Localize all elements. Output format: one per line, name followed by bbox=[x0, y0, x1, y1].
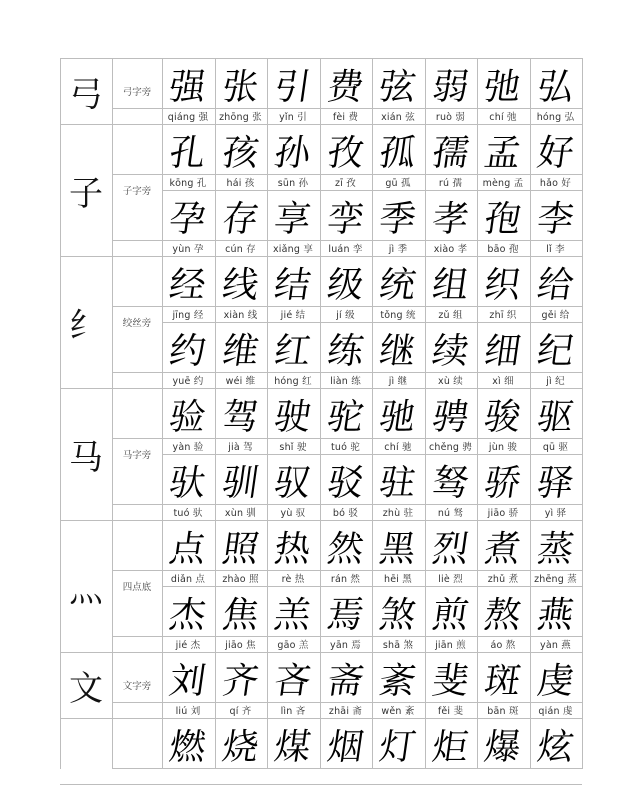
example-character: 煮 bbox=[481, 528, 524, 570]
name-column-border bbox=[162, 58, 163, 769]
example-character: 煤 bbox=[271, 726, 314, 768]
pinyin-caption bbox=[530, 768, 582, 783]
example-character: 结 bbox=[271, 264, 314, 306]
example-character: 热 bbox=[271, 528, 314, 570]
pinyin-caption: xiǎng 享 bbox=[272, 243, 314, 255]
example-character: 虔 bbox=[534, 660, 576, 702]
example-character: 孙 bbox=[271, 132, 314, 174]
caption-divider bbox=[112, 174, 582, 175]
example-character: 羔 bbox=[271, 594, 314, 636]
pinyin-caption: zhōng 张 bbox=[219, 111, 262, 123]
example-character: 季 bbox=[376, 198, 419, 240]
pinyin-caption: hóng 弘 bbox=[536, 111, 575, 123]
example-character: 烟 bbox=[324, 726, 366, 768]
pinyin-caption: ruò 弱 bbox=[435, 111, 466, 123]
pinyin-caption: diǎn 点 bbox=[170, 573, 206, 585]
pinyin-caption bbox=[477, 768, 529, 783]
example-character: 齐 bbox=[219, 660, 261, 702]
pinyin-caption: jià 驾 bbox=[228, 441, 253, 453]
pinyin-caption: zhù 驻 bbox=[382, 507, 414, 519]
example-character: 斋 bbox=[324, 660, 366, 702]
example-character: 弦 bbox=[376, 66, 419, 108]
caption-divider bbox=[112, 438, 582, 439]
column-divider bbox=[372, 58, 373, 769]
example-character: 紊 bbox=[376, 660, 419, 702]
radical-glyph: 纟 bbox=[69, 305, 103, 346]
example-character: 李 bbox=[534, 198, 576, 240]
pinyin-caption: yì 驿 bbox=[544, 507, 567, 519]
example-character: 驻 bbox=[376, 462, 419, 504]
pinyin-caption: tuó 驮 bbox=[173, 507, 203, 519]
pinyin-caption: shǐ 驶 bbox=[279, 441, 307, 453]
radical-name: 马字旁 bbox=[122, 450, 152, 461]
example-character: 煎 bbox=[429, 594, 471, 636]
example-character: 孪 bbox=[324, 198, 366, 240]
pinyin-caption: zhǔ 煮 bbox=[487, 573, 519, 585]
radical-column-border bbox=[112, 58, 113, 769]
caption-divider bbox=[112, 570, 582, 571]
pinyin-caption: yàn 验 bbox=[172, 441, 204, 453]
example-character: 享 bbox=[271, 198, 314, 240]
caption-divider bbox=[112, 504, 582, 505]
pinyin-caption: rán 然 bbox=[330, 573, 361, 585]
pinyin-caption: jiāo 骄 bbox=[487, 507, 519, 519]
pinyin-caption bbox=[372, 768, 424, 783]
radical-name: 弓字旁 bbox=[122, 87, 152, 98]
radical-glyph: 马 bbox=[69, 437, 103, 478]
pinyin-caption: jiān 煎 bbox=[435, 639, 466, 651]
pinyin-caption: jì 季 bbox=[388, 243, 408, 255]
pinyin-caption: luán 孪 bbox=[328, 243, 363, 255]
example-character: 照 bbox=[219, 528, 261, 570]
column-divider bbox=[267, 58, 268, 769]
pinyin-caption: jì 继 bbox=[388, 375, 408, 387]
example-character: 存 bbox=[219, 198, 261, 240]
example-character: 组 bbox=[429, 264, 471, 306]
example-character: 弛 bbox=[481, 66, 524, 108]
pinyin-caption: jì 纪 bbox=[546, 375, 565, 387]
example-character: 煞 bbox=[376, 594, 419, 636]
example-character: 强 bbox=[166, 66, 209, 108]
pinyin-caption: yù 驭 bbox=[280, 507, 306, 519]
pinyin-caption: chí 弛 bbox=[489, 111, 517, 123]
example-character: 红 bbox=[271, 330, 314, 372]
example-character: 然 bbox=[324, 528, 366, 570]
pinyin-caption: zī 孜 bbox=[335, 177, 356, 189]
column-divider bbox=[215, 58, 216, 769]
pinyin-caption: hóng 红 bbox=[274, 375, 312, 387]
pinyin-caption: qián 虔 bbox=[538, 705, 573, 717]
pinyin-caption: bāo 孢 bbox=[487, 243, 519, 255]
pinyin-caption: sūn 孙 bbox=[277, 177, 309, 189]
pinyin-caption bbox=[267, 768, 319, 783]
pinyin-caption: zhào 照 bbox=[222, 573, 259, 585]
example-character: 焦 bbox=[219, 594, 261, 636]
example-character: 驶 bbox=[271, 396, 314, 438]
pinyin-caption: qiáng 强 bbox=[167, 111, 209, 123]
example-character: 织 bbox=[481, 264, 524, 306]
example-character: 续 bbox=[429, 330, 471, 372]
caption-divider bbox=[112, 636, 582, 637]
example-character: 黑 bbox=[376, 528, 419, 570]
pinyin-caption: bān 斑 bbox=[487, 705, 519, 717]
pinyin-caption: liú 刘 bbox=[175, 705, 201, 717]
column-divider bbox=[530, 58, 531, 769]
pinyin-caption: jīng 经 bbox=[172, 309, 204, 321]
pinyin-caption: qí 齐 bbox=[229, 705, 252, 717]
pinyin-caption: gū 孤 bbox=[385, 177, 411, 189]
example-character: 驯 bbox=[219, 462, 261, 504]
example-character: 烈 bbox=[429, 528, 471, 570]
pinyin-caption: qū 驱 bbox=[542, 441, 569, 453]
pinyin-caption bbox=[215, 768, 267, 783]
pinyin-caption: wěn 紊 bbox=[381, 705, 415, 717]
caption-divider bbox=[112, 306, 582, 307]
pinyin-caption: áo 熬 bbox=[490, 639, 516, 651]
pinyin-caption: nú 驽 bbox=[437, 507, 464, 519]
example-character: 烧 bbox=[219, 726, 261, 768]
pinyin-caption: cún 存 bbox=[225, 243, 256, 255]
example-character: 维 bbox=[219, 330, 261, 372]
example-character: 给 bbox=[534, 264, 576, 306]
table-left-border bbox=[60, 58, 61, 769]
pinyin-caption: hǎo 好 bbox=[539, 177, 572, 189]
radical-glyph: 子 bbox=[69, 173, 103, 214]
caption-divider bbox=[112, 372, 582, 373]
example-character: 驾 bbox=[219, 396, 261, 438]
example-character: 费 bbox=[324, 66, 366, 108]
example-character: 孜 bbox=[324, 132, 366, 174]
example-character: 点 bbox=[166, 528, 209, 570]
pinyin-caption: fèi 费 bbox=[332, 111, 359, 123]
pinyin-caption: jiāo 焦 bbox=[225, 639, 256, 651]
radical-name: 绞丝旁 bbox=[122, 318, 152, 329]
example-character: 吝 bbox=[271, 660, 314, 702]
example-character: 燃 bbox=[166, 726, 209, 768]
pinyin-caption: wéi 维 bbox=[225, 375, 256, 387]
example-character: 驰 bbox=[376, 396, 419, 438]
example-character: 炫 bbox=[534, 726, 576, 768]
column-divider bbox=[320, 58, 321, 769]
pinyin-caption: zhī 织 bbox=[489, 309, 517, 321]
pinyin-caption: yān 焉 bbox=[330, 639, 361, 651]
example-character: 焉 bbox=[324, 594, 366, 636]
example-character: 级 bbox=[324, 264, 366, 306]
example-character: 验 bbox=[166, 396, 209, 438]
example-character: 骋 bbox=[429, 396, 471, 438]
example-character: 驱 bbox=[534, 396, 576, 438]
pinyin-caption: jí 级 bbox=[336, 309, 355, 321]
example-character: 孩 bbox=[219, 132, 261, 174]
pinyin-caption: jié 结 bbox=[280, 309, 306, 321]
pinyin-caption: kōng 孔 bbox=[169, 177, 207, 189]
pinyin-caption: jié 杰 bbox=[175, 639, 201, 651]
example-character: 斐 bbox=[429, 660, 471, 702]
pinyin-caption: hēi 黑 bbox=[383, 573, 413, 585]
example-character: 爆 bbox=[481, 726, 524, 768]
pinyin-caption: zhēng 蒸 bbox=[534, 573, 577, 585]
example-character: 细 bbox=[481, 330, 524, 372]
caption-divider bbox=[112, 240, 582, 241]
pinyin-caption: gěi 给 bbox=[541, 309, 570, 321]
example-character: 约 bbox=[166, 330, 209, 372]
pinyin-caption: tǒng 统 bbox=[380, 309, 416, 321]
example-character: 杰 bbox=[166, 594, 209, 636]
radical-glyph bbox=[60, 718, 112, 784]
pinyin-caption: xù 续 bbox=[438, 375, 463, 387]
example-character: 孢 bbox=[481, 198, 524, 240]
example-character: 驮 bbox=[166, 462, 209, 504]
pinyin-caption: jùn 骏 bbox=[488, 441, 518, 453]
example-character: 继 bbox=[376, 330, 419, 372]
example-character: 驭 bbox=[271, 462, 314, 504]
example-character: 孟 bbox=[481, 132, 524, 174]
example-character: 孕 bbox=[166, 198, 209, 240]
pinyin-caption: xián 弦 bbox=[381, 111, 415, 123]
example-character: 弘 bbox=[534, 66, 576, 108]
pinyin-caption: yùn 孕 bbox=[172, 243, 204, 255]
pinyin-caption: rú 孺 bbox=[438, 177, 463, 189]
radical-glyph: 弓 bbox=[69, 74, 103, 115]
example-character: 驽 bbox=[429, 462, 471, 504]
example-character: 线 bbox=[219, 264, 261, 306]
column-divider bbox=[425, 58, 426, 769]
pinyin-caption: fěi 斐 bbox=[437, 705, 464, 717]
pinyin-caption: chěng 骋 bbox=[428, 441, 473, 453]
radical-name: 四点底 bbox=[122, 582, 152, 593]
example-character: 弱 bbox=[429, 66, 471, 108]
example-character: 骄 bbox=[481, 462, 524, 504]
radical-name: 文字旁 bbox=[122, 681, 152, 692]
pinyin-caption: rè 热 bbox=[281, 573, 305, 585]
pinyin-caption: xì 细 bbox=[492, 375, 514, 387]
example-character: 张 bbox=[219, 66, 261, 108]
example-character: 燕 bbox=[534, 594, 576, 636]
pinyin-caption: shā 煞 bbox=[382, 639, 414, 651]
caption-divider bbox=[112, 108, 582, 109]
pinyin-caption: gāo 羔 bbox=[277, 639, 309, 651]
example-character: 斑 bbox=[481, 660, 524, 702]
pinyin-caption: yàn 燕 bbox=[540, 639, 571, 651]
column-divider bbox=[477, 58, 478, 769]
pinyin-caption: yǐn 引 bbox=[279, 111, 307, 123]
pinyin-caption: liè 烈 bbox=[438, 573, 463, 585]
example-character: 引 bbox=[271, 66, 314, 108]
pinyin-caption: zǔ 组 bbox=[438, 309, 463, 321]
example-character: 驿 bbox=[534, 462, 576, 504]
pinyin-caption: lìn 吝 bbox=[280, 705, 306, 717]
example-character: 孝 bbox=[429, 198, 471, 240]
pinyin-caption bbox=[425, 768, 477, 783]
pinyin-caption bbox=[320, 768, 372, 783]
pinyin-caption: tuó 驼 bbox=[330, 441, 361, 453]
example-character: 熬 bbox=[481, 594, 524, 636]
example-character: 驳 bbox=[324, 462, 366, 504]
pinyin-caption: xùn 驯 bbox=[224, 507, 257, 519]
pinyin-caption: liàn 练 bbox=[330, 375, 361, 387]
example-character: 孔 bbox=[166, 132, 209, 174]
example-character: 经 bbox=[166, 264, 209, 306]
pinyin-caption: bó 驳 bbox=[332, 507, 359, 519]
example-character: 蒸 bbox=[534, 528, 576, 570]
pinyin-caption: xiào 孝 bbox=[433, 243, 468, 255]
radical-name: 子字旁 bbox=[122, 186, 152, 197]
example-character: 好 bbox=[534, 132, 576, 174]
radical-glyph: 文 bbox=[69, 668, 103, 709]
radical-glyph: 灬 bbox=[69, 569, 103, 610]
example-character: 孺 bbox=[429, 132, 471, 174]
example-character: 统 bbox=[376, 264, 419, 306]
example-character: 纪 bbox=[534, 330, 576, 372]
example-character: 刘 bbox=[166, 660, 209, 702]
example-character: 孤 bbox=[376, 132, 419, 174]
example-character: 炬 bbox=[429, 726, 471, 768]
caption-divider bbox=[112, 702, 582, 703]
pinyin-caption: xiàn 线 bbox=[223, 309, 258, 321]
pinyin-caption bbox=[162, 768, 214, 783]
example-character: 驼 bbox=[324, 396, 366, 438]
table-right-border bbox=[582, 58, 583, 769]
pinyin-caption: hái 孩 bbox=[226, 177, 255, 189]
pinyin-caption: lǐ 李 bbox=[546, 243, 565, 255]
example-character: 骏 bbox=[481, 396, 524, 438]
example-character: 灯 bbox=[376, 726, 419, 768]
pinyin-caption: yuē 约 bbox=[172, 375, 204, 387]
pinyin-caption: chí 驰 bbox=[384, 441, 412, 453]
pinyin-caption: zhāi 斋 bbox=[328, 705, 363, 717]
radical-name bbox=[112, 718, 162, 784]
pinyin-caption: mèng 孟 bbox=[482, 177, 524, 189]
example-character: 练 bbox=[324, 330, 366, 372]
